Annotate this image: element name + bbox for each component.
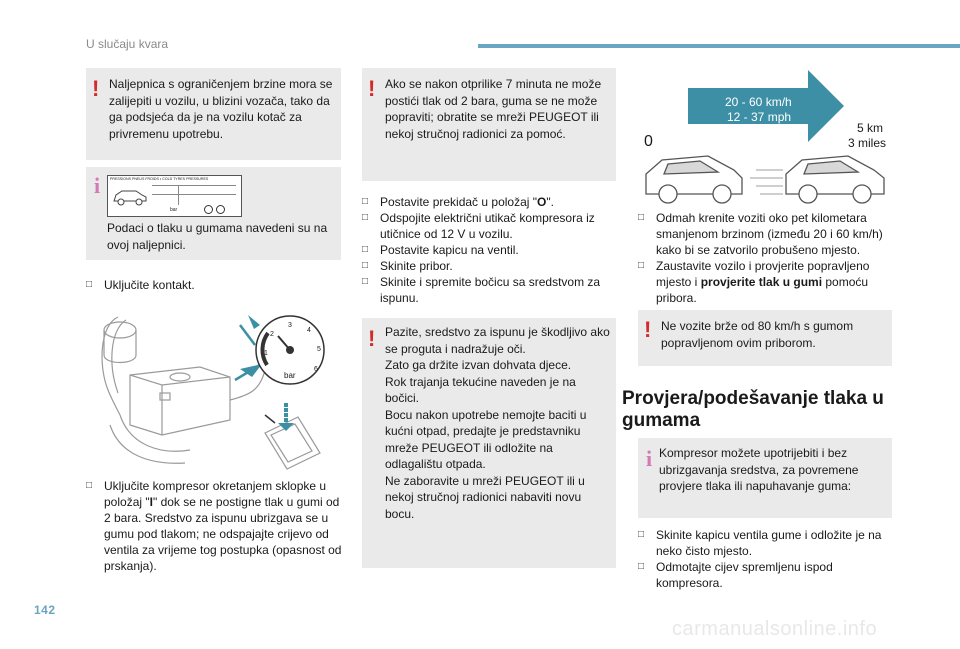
- warning-text: Ako se nakon otprilike 7 minuta ne može postići tlak od 2 bara, guma se ne može popraviti; obratite se mreži PEUGEOT ili nekoj stručnoj radionici za pomoć.: [385, 77, 602, 141]
- gauge-zoom: [235, 315, 324, 384]
- list-item: □ Postavite prekidač u položaj "O".: [362, 194, 612, 210]
- warning-text: Pazite, sredstvo za ispunu je škodljivo ako se proguta i nadražuje oči. Zato ga držite izvan dohvata djece. Rok trajanja tekućine naveden je na bočici. Bocu nakon upotrebe nemojte baciti u kućni otpad, predajte je predstavniku mreže PEUGEOT ili odložite na odlagalištu otpada. Ne zaboravite u mreži PEUGEOT ili u nekoj stručnoj radionici nabaviti novu bocu.: [385, 325, 610, 521]
- section-heading: Provjera/podešavanje tlaka u gumama: [622, 388, 884, 431]
- info-icon: i: [94, 173, 101, 198]
- step-list-2: [86, 478, 348, 574]
- distance-km: 5 km: [857, 121, 884, 135]
- list-item: □ Postavite kapicu na ventil.: [362, 242, 612, 258]
- sticker-circle-icon: [204, 205, 213, 214]
- warning-icon: !: [368, 326, 376, 351]
- info-text: Kompresor možete upotrijebiti i bez ubrizgavanja sredstva, za povremene provjere tlaka ili napuhavanje guma:: [659, 446, 859, 493]
- distance-miles: 3 miles: [848, 136, 887, 150]
- gauge-tick-2: 2: [270, 331, 274, 338]
- info-text: Podaci o tlaku u gumama navedeni su na ovoj naljepnici.: [107, 221, 328, 252]
- list-item: □ Odmotajte cijev spremljenu ispod kompresora.: [638, 559, 890, 591]
- list-item: □ Odmah krenite voziti oko pet kilometara smanjenom brzinom (između 20 i 60 km/h) kako bi se zatvorilo probušeno mjesto.: [638, 210, 888, 258]
- list-item: □ Zaustavite vozilo i provjerite popravljeno mjesto i provjerite tlak u gumi pomoću pribora.: [638, 258, 888, 306]
- compressor-illustration: [90, 305, 342, 470]
- gauge-tick-1: 1: [264, 350, 268, 357]
- pressure-label-info-box: [86, 167, 341, 260]
- sticker-header: PRESSIONS PNEUS FROIDS • COLD TYRES PRESSURES: [110, 177, 209, 181]
- warning-icon: !: [644, 317, 652, 342]
- car-silhouette-icon: [112, 185, 148, 207]
- chapter-title: U slučaju kvara: [86, 37, 169, 51]
- info-icon: i: [646, 446, 653, 471]
- gauge-tick-3: 3: [288, 322, 292, 329]
- step-list-5: [638, 527, 890, 591]
- speed-limit-warning-box: [638, 310, 892, 366]
- speed-label-warning-box: [86, 68, 341, 160]
- gauge-unit-label: bar: [284, 371, 296, 380]
- list-item: □ Uključite kontakt.: [86, 277, 346, 293]
- sealant-safety-warning-box: [362, 318, 616, 568]
- list-item: □ Skinite pribor.: [362, 258, 612, 274]
- list-item: □ Skinite i spremite bočicu sa sredstvom za ispunu.: [362, 274, 612, 306]
- start-distance-label: 0: [644, 133, 653, 150]
- warning-text: Ne vozite brže od 80 km/h s gumom popravljenom ovim priborom.: [661, 319, 854, 350]
- speed-range-mph: 12 - 37 mph: [727, 110, 792, 124]
- warning-text: Naljepnica s ograničenjem brzine mora se zalijepiti u vozilu, u blizini vozača, tako da ga podsjeća da je na vozilu kotač za privremenu upotrebu.: [109, 77, 333, 141]
- watermark: carmanualsonline.info: [672, 618, 878, 640]
- gauge-tick-6: 6: [314, 366, 318, 373]
- pressure-fail-warning-box: [362, 68, 616, 181]
- gauge-tick-4: 4: [307, 327, 311, 334]
- step-list-4: [638, 210, 888, 306]
- header-accent-bar: [478, 44, 960, 48]
- list-item: □ Uključite kompresor okretanjem sklopke u položaj "I" dok se ne postigne tlak u gumi od 2 bara. Sredstvo za ispunu ubrizgava se u gumu pod tlakom; ne odspajajte crijevo od ventila za vrijeme tog postupka (opasnost od prskanja).: [86, 478, 348, 574]
- list-item: □ Odspojite električni utikač kompresora iz utičnice od 12 V u vozilu.: [362, 210, 612, 242]
- step-list-3: [362, 194, 612, 306]
- warning-icon: !: [92, 76, 100, 101]
- tyre-pressure-sticker: [107, 175, 242, 217]
- step-list-1: [86, 277, 346, 293]
- compressor-info-box: [638, 438, 892, 518]
- warning-icon: !: [368, 76, 376, 101]
- speed-range-kmh: 20 - 60 km/h: [725, 95, 792, 109]
- page-number: 142: [34, 603, 56, 617]
- sticker-circle-icon-2: [216, 205, 225, 214]
- gauge-tick-5: 5: [317, 346, 321, 353]
- sticker-unit: bar: [170, 207, 178, 213]
- list-item: □ Skinite kapicu ventila gume i odložite je na neko čisto mjesto.: [638, 527, 890, 559]
